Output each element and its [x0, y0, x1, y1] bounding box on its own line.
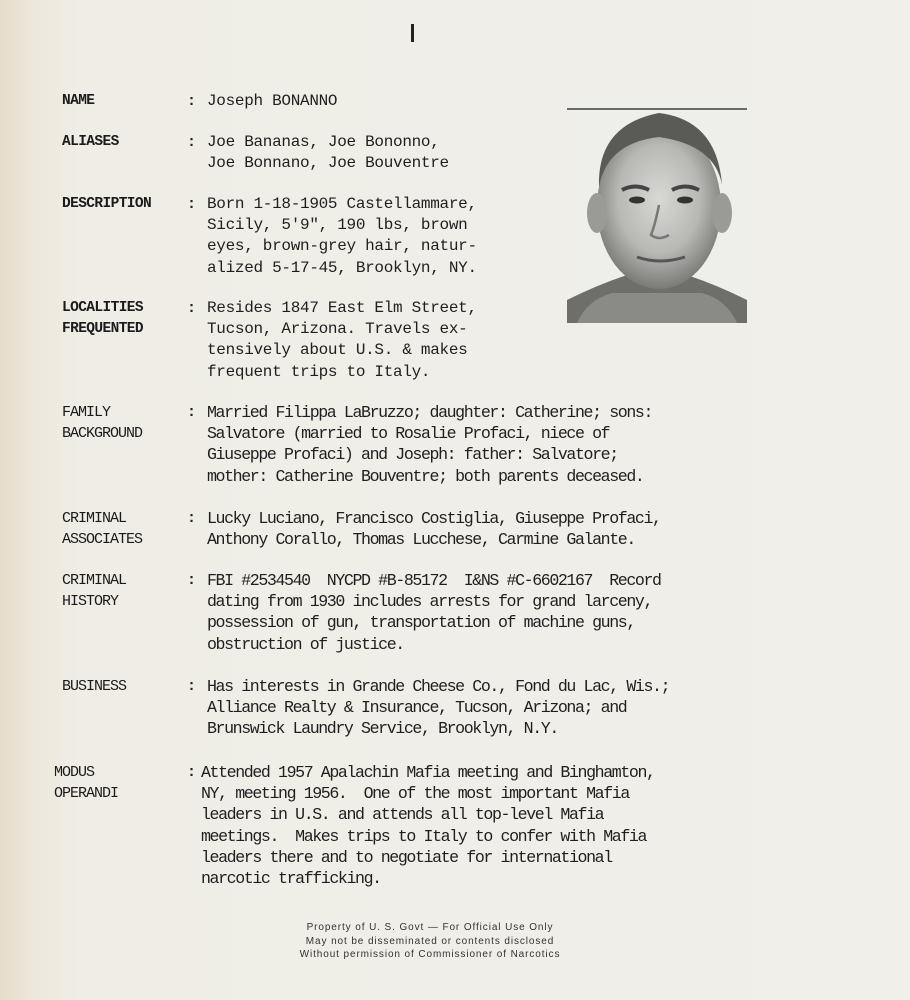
field-label: CRIMINAL ASSOCIATES	[62, 510, 143, 548]
field-colon: :	[187, 572, 197, 589]
footer-line-3: Without permission of Commissioner of Narcotics	[299, 949, 561, 960]
portrait-icon	[567, 95, 747, 323]
field-value: Joe Bananas, Joe Bononno, Joe Bonnano, Joe Bouventre	[207, 133, 449, 173]
field-colon: :	[187, 510, 197, 527]
field-value: Lucky Luciano, Francisco Costiglia, Giuseppe Profaci, Anthony Corallo, Thomas Lucchese, Carmine Galante.	[207, 509, 661, 550]
field-value: Attended 1957 Apalachin Mafia meeting and Binghamton, NY, meeting 1956. One of the most important Mafia leaders in U.S. and attends all top-level Mafia meetings. Makes trips to Italy to confer with Mafia leaders there and to negotiate for international narcotic trafficking.	[201, 763, 655, 889]
field-label: DESCRIPTION	[62, 196, 152, 212]
field-colon: :	[187, 93, 197, 110]
field-colon: :	[187, 764, 197, 781]
footer-line-1: Property of U. S. Govt — For Official Use Only	[306, 922, 554, 933]
field-value: Resides 1847 East Elm Street, Tucson, Arizona. Travels ex- tensively about U.S. & makes frequent trips to Italy.	[207, 299, 477, 381]
field-label: ALIASES	[62, 134, 119, 150]
field-value: Born 1-18-1905 Castellammare, Sicily, 5'9", 190 lbs, brown eyes, brown-grey hair, natur- alized 5-17-45, Brooklyn, NY.	[207, 195, 477, 277]
field-label: CRIMINAL HISTORY	[62, 572, 127, 610]
field-colon: :	[187, 300, 197, 317]
footer-notice	[270, 921, 590, 962]
field-label: FAMILY BACKGROUND	[62, 404, 143, 442]
field-value: Has interests in Grande Cheese Co., Fond du Lac, Wis.; Alliance Realty & Insurance, Tucson, Arizona; and Brunswick Laundry Service, Brooklyn, N.Y.	[207, 677, 670, 739]
field-colon: :	[187, 134, 197, 151]
footer-line-2: May not be disseminated or contents disclosed	[305, 935, 555, 947]
field-colon: :	[187, 404, 197, 421]
field-value: Married Filippa LaBruzzo; daughter: Catherine; sons: Salvatore (married to Rosalie Profaci, niece of Giuseppe Profaci) and Joseph: father: Salvatore; mother: Catherine Bouventre; both parents deceased.	[207, 403, 653, 486]
field-value: Joseph BONANNO	[207, 92, 338, 110]
page-number-mark	[411, 24, 414, 42]
field-label: BUSINESS	[62, 678, 127, 695]
field-label: LOCALITIES FREQUENTED	[62, 300, 144, 337]
field-label: NAME	[62, 93, 95, 109]
field-colon: :	[187, 196, 197, 213]
field-label: MODUS OPERANDI	[54, 764, 119, 802]
field-value: FBI #2534540 NYCPD #B-85172 I&NS #C-6602167 Record dating from 1930 includes arrests for grand larceny, possession of gun, transportation of machine guns, obstruction of justice.	[207, 571, 661, 654]
field-colon: :	[187, 678, 197, 695]
mugshot-photo	[567, 95, 747, 323]
photo-top-rule	[567, 108, 747, 110]
